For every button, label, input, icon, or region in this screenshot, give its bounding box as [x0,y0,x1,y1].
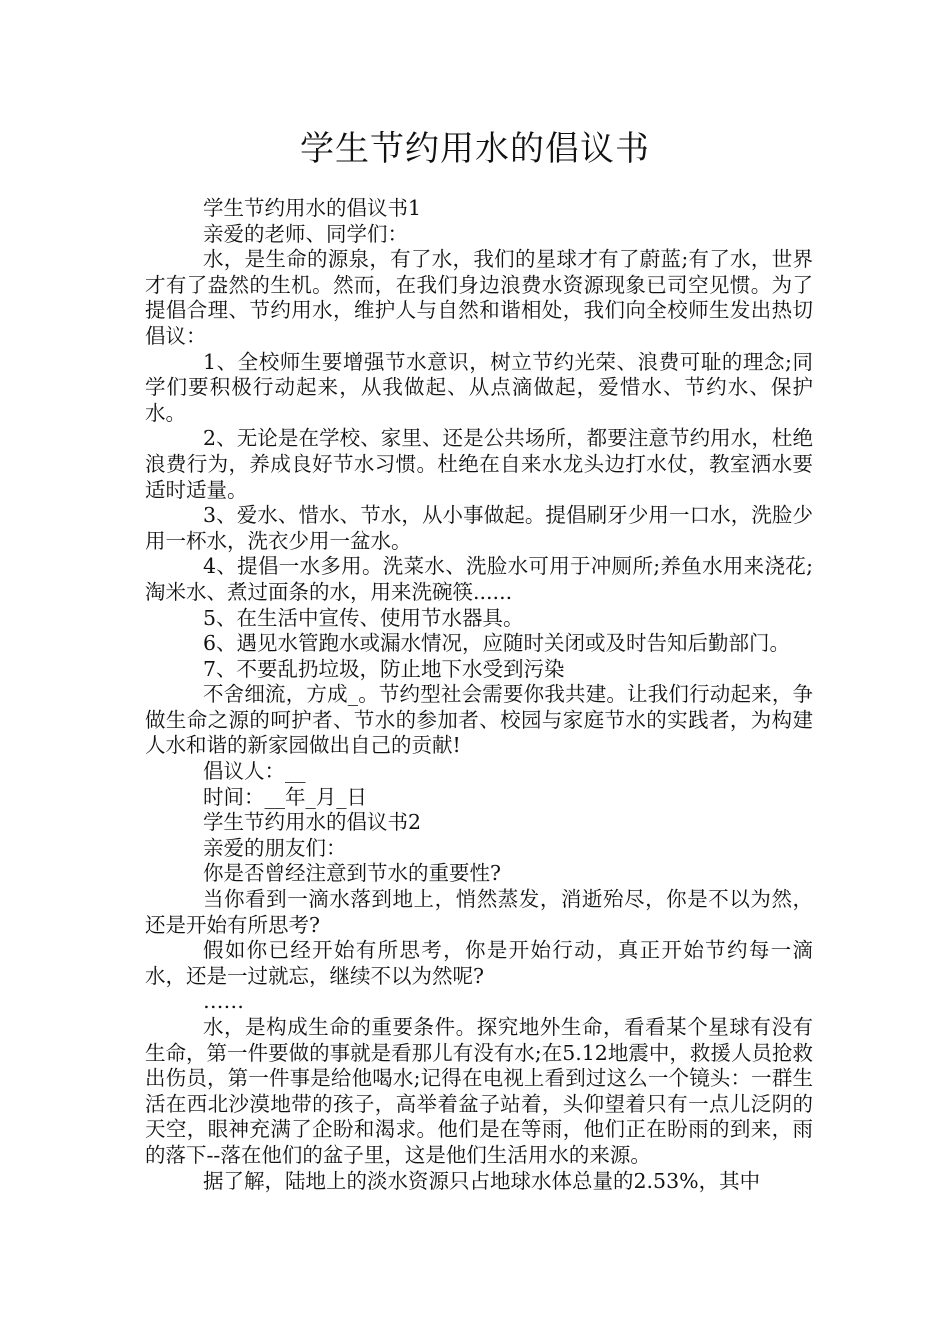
proposal-item-3: 3、爱水、惜水、节水，从小事做起。提倡刷牙少用一口水，洗脸少用一杯水，洗衣少用一盆水。 [145,503,813,553]
paragraph: 据了解，陆地上的淡水资源只占地球水体总量的2.53%，其中 [203,1168,761,1193]
date-line: 时间：__年_月_日 [203,784,367,809]
closing-paragraph: 不舍细流，方成_。节约型社会需要你我共建。让我们行动起来，争做生命之源的呵护者、节水的参加者、校园与家庭节水的实践者，为构建人水和谐的新家园做出自己的贡献! [145,682,813,758]
paragraph: 水，是生命的源泉，有了水，我们的星球才有了蔚蓝;有了水，世界才有了盎然的生机。然而，在我们身边浪费水资源现象已司空见惯。为了提倡合理、节约用水，维护人与自然和谐相处，我们向全校师生发出热切倡议： [145,247,813,348]
section-heading-2: 学生节约用水的倡议书2 [203,810,422,835]
proposal-item-6: 6、遇见水管跑水或漏水情况，应随时关闭或及时告知后勤部门。 [203,631,791,656]
paragraph: 假如你已经开始有所思考，你是开始行动，真正开始节约每一滴水，还是一过就忘，继续不以为然呢? [145,938,813,988]
section-heading-1: 学生节约用水的倡议书1 [203,196,422,220]
proposal-item-2: 2、无论是在学校、家里、还是公共场所，都要注意节约用水，杜绝浪费行为，养成良好节水习惯。杜绝在自来水龙头边打水仗，教室洒水要适时适量。 [145,426,813,502]
proposal-item-5: 5、在生活中宣传、使用节水器具。 [203,605,524,630]
proposal-item-1: 1、全校师生要增强节水意识，树立节约光荣、浪费可耻的理念;同学们要积极行动起来，从我做起、从点滴做起，爱惜水、节约水、保护水。 [145,349,813,425]
document-title: 学生节约用水的倡议书 [300,129,650,169]
paragraph: 当你看到一滴水落到地上，悄然蒸发，消逝殆尽，你是不以为然，还是开始有所思考? [145,887,813,937]
paragraph: 水，是构成生命的重要条件。探究地外生命，看看某个星球有没有生命，第一件要做的事就是看那儿有没有水;在5.12地震中，救援人员抢救出伤员，第一件事是给他喝水;记得在电视上看到过这么一个镜头：一群生活在西北沙漠地带的孩子，高举着盆子站着，头仰望着只有一点儿泛阴的天空，眼神充满了企盼和渴求。他们是在等雨，他们正在盼雨的到来，雨的落下--落在他们的盆子里，这是他们生活用水的来源。 [145,1015,813,1167]
signatory-line: 倡议人：__ [203,759,306,784]
ellipsis-line: …… [203,989,244,1014]
proposal-item-7: 7、不要乱扔垃圾，防止地下水受到污染 [203,656,565,681]
paragraph: 你是否曾经注意到节水的重要性? [203,861,501,886]
salutation-1: 亲爱的老师、同学们： [203,221,408,246]
document-body [145,196,813,1194]
proposal-item-4: 4、提倡一水多用。洗菜水、洗脸水可用于冲厕所;养鱼水用来浇花;淘米水、煮过面条的水，用来洗碗筷...... [145,554,813,604]
salutation-2: 亲爱的朋友们： [203,835,347,860]
